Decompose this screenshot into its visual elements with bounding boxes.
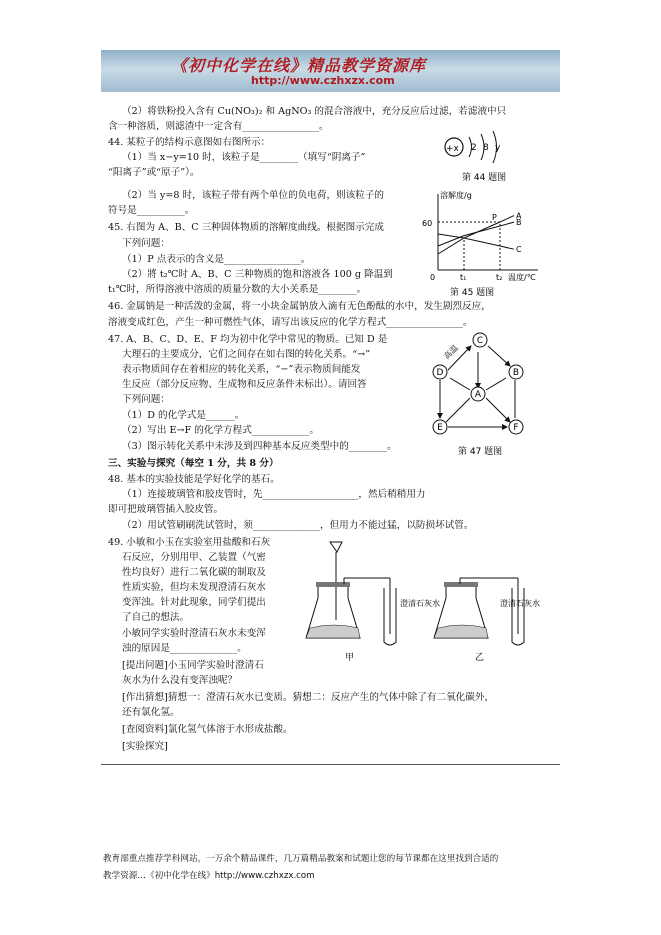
svg-text:C: C bbox=[476, 336, 484, 346]
section-three-heading: 三、实验与探究（每空 1 分，共 8 分） bbox=[108, 458, 279, 469]
figure-44-atom bbox=[440, 128, 550, 186]
high-temp-label: 高温 bbox=[442, 343, 460, 362]
q47-line4: 生反应（部分反应物、生成物和反应条件未标出）。请回答 bbox=[122, 379, 367, 390]
q45-part2-cont: t₁℃时，所得溶液中溶质的质量分数的大小关系是________。 bbox=[108, 284, 367, 295]
footer-line-2: 教学资源…《初中化学在线》http://www.czhxzx.com bbox=[103, 871, 315, 881]
banner-url: http://www.czhxzx.com bbox=[251, 74, 395, 87]
origin-label: 0 bbox=[430, 273, 436, 282]
q48-part1: （1）连接玻璃管和胶皮管时，先____________________，然后稍稍用力 bbox=[122, 489, 426, 500]
q49-line5: 变浑浊。针对此现象，同学们提出 bbox=[122, 597, 266, 608]
q49-question-2: 灰水为什么没有变浑浊呢？ bbox=[122, 675, 238, 686]
q44-stem: 44. 某粒子的结构示意图如右图所示： bbox=[108, 137, 271, 148]
q47-line5: 下列问题： bbox=[122, 394, 170, 405]
apparatus-jia bbox=[306, 542, 440, 663]
q45-stem-cont: 下列问题： bbox=[122, 238, 170, 249]
x-axis-label: 温度/℃ bbox=[508, 273, 536, 282]
q49-hypothesis-1: [作出猜想]猜想一：澄清石灰水已变质。猜想二：反应产生的气体中除了有二氧化碳外， bbox=[122, 692, 495, 703]
q48-stem: 48. 基本的实验技能是学好化学的基石。 bbox=[108, 474, 280, 485]
figure-44-caption: 第 44 题图 bbox=[462, 173, 507, 183]
nucleus-label: +x bbox=[446, 144, 459, 154]
q49-experiment: [实验探究] bbox=[122, 741, 168, 752]
apparatus-caption-yi: 乙 bbox=[475, 653, 485, 663]
q49-question-1: [提出问题]小玉同学实验时澄清石 bbox=[122, 660, 264, 671]
q43-line2: 含一种溶质，则滤渣中一定含有________________。 bbox=[108, 121, 329, 132]
q49-line8: 浊的原因是______________。 bbox=[122, 643, 247, 654]
x-tick-t1: t₁ bbox=[460, 273, 467, 282]
q44-part2: （2）当 y=8 时，该粒子带有两个单位的负电荷，则该粒子的 bbox=[122, 190, 385, 201]
banner-title: 《初中化学在线》精品教学资源库 bbox=[171, 56, 427, 75]
svg-text:2: 2 bbox=[471, 143, 477, 153]
apparatus-caption-jia: 甲 bbox=[345, 653, 355, 663]
q45-part2: （2）將 t₂℃时 A、B、C 三种物质的饱和溶液各 100 g 降温到 bbox=[122, 269, 393, 280]
svg-text:D: D bbox=[436, 368, 444, 378]
svg-text:y: y bbox=[495, 143, 501, 153]
figure-49-apparatus bbox=[300, 538, 550, 668]
limewater-label-1: 澄清石灰水 bbox=[400, 599, 440, 608]
q48-part1-cont: 即可把玻璃管插入胶皮管。 bbox=[108, 504, 224, 515]
x-tick-t2: t₂ bbox=[496, 273, 503, 282]
svg-text:E: E bbox=[437, 423, 443, 433]
figure-47-caption: 第 47 题图 bbox=[458, 447, 503, 457]
q46-stem-cont: 溶液变成红色，产生一种可燃性气体，请写出该反应的化学方程式________________。 bbox=[108, 317, 473, 328]
q44-part2-cont: 符号是__________。 bbox=[108, 205, 195, 216]
q49-line3: 性均良好）进行二氧化碳的制取及 bbox=[122, 567, 266, 578]
svg-text:B: B bbox=[512, 368, 520, 378]
q44-part1-cont: “阳离子”或“原子”）。 bbox=[108, 167, 200, 178]
q49-hypothesis-2: 还有氯化氢。 bbox=[122, 707, 180, 718]
svg-text:F: F bbox=[513, 423, 519, 433]
q47-line2: 大理石的主要成分，它们之间存在如右图的转化关系。“→” bbox=[122, 349, 371, 360]
q46-stem: 46. 金属钠是一种活泼的金属，将一小块金属钠放入滴有无色酚酞的水中，发生剧烈反应， bbox=[108, 301, 491, 312]
legend-C: C bbox=[516, 245, 522, 255]
q47-part2: （2）写出 E→F 的化学方程式____________。 bbox=[122, 425, 319, 436]
curve-B bbox=[438, 222, 514, 246]
legend-A: A bbox=[516, 211, 522, 221]
site-banner bbox=[101, 50, 560, 92]
q49-line1: 49. 小敏和小玉在实验室用盐酸和石灰 bbox=[108, 537, 271, 548]
q43-line1: （2）将铁粉投入含有 Cu(NO₃)₂ 和 AgNO₃ 的混合溶液中，充分反应后过滤，若滤液中只 bbox=[122, 106, 507, 117]
q47-stem: 47. A、B、C、D、E、F 均为初中化学中常见的物质。已知 D 是 bbox=[108, 334, 388, 345]
q48-part2: （2）用试管刷刷洗试管时，须______________，但用力不能过猛，以防损坏试管。 bbox=[122, 520, 474, 531]
svg-text:A: A bbox=[474, 390, 482, 400]
figure-47-diagram bbox=[430, 330, 535, 460]
y-axis-label: 溶解度/g bbox=[440, 191, 472, 200]
figure-45-caption: 第 45 题图 bbox=[450, 288, 495, 298]
footer-line-1: 教育部重点推荐学科网站，一万余个精品课件，几万篇精品教案和试题让您的每节课都在这里找到合适的 bbox=[103, 854, 499, 864]
q44-part1: （1）当 x−y=10 时，该粒子是________（填写“阴离子” bbox=[122, 152, 366, 163]
curve-A bbox=[438, 216, 514, 254]
q47-part3: （3）图示转化关系中未涉及到四种基本反应类型中的________。 bbox=[122, 441, 397, 452]
q49-references: [查阅资料]氯化氢气体溶于水形成盐酸。 bbox=[122, 724, 293, 735]
q49-line6: 了自己的想法。 bbox=[122, 612, 190, 623]
q49-line2: 石反应，分别用甲、乙装置（气密 bbox=[122, 552, 266, 563]
y-tick-60: 60 bbox=[422, 219, 433, 228]
q45-stem: 45. 右图为 A、B、C 三种固体物质的溶解度曲线。根据图示完成 bbox=[108, 222, 384, 233]
q49-line7: 小敏同学实验时澄清石灰水未变浑 bbox=[122, 628, 266, 639]
legend-B: B bbox=[516, 218, 522, 228]
q49-line4: 性质实验，但均未发现澄清石灰水 bbox=[122, 582, 266, 593]
point-P-label: P bbox=[492, 213, 497, 222]
q47-line3: 表示物质间存在着相应的转化关系，“−”表示物质间能发 bbox=[122, 364, 361, 375]
q45-part1: （1）P 点表示的含义是________________。 bbox=[122, 254, 311, 265]
limewater-label-2: 澄清石灰水 bbox=[500, 599, 540, 608]
svg-text:8: 8 bbox=[483, 143, 489, 153]
apparatus-yi bbox=[434, 578, 540, 663]
figure-45-solubility-chart bbox=[420, 186, 550, 298]
q47-part1: （1）D 的化学式是______。 bbox=[122, 410, 245, 421]
